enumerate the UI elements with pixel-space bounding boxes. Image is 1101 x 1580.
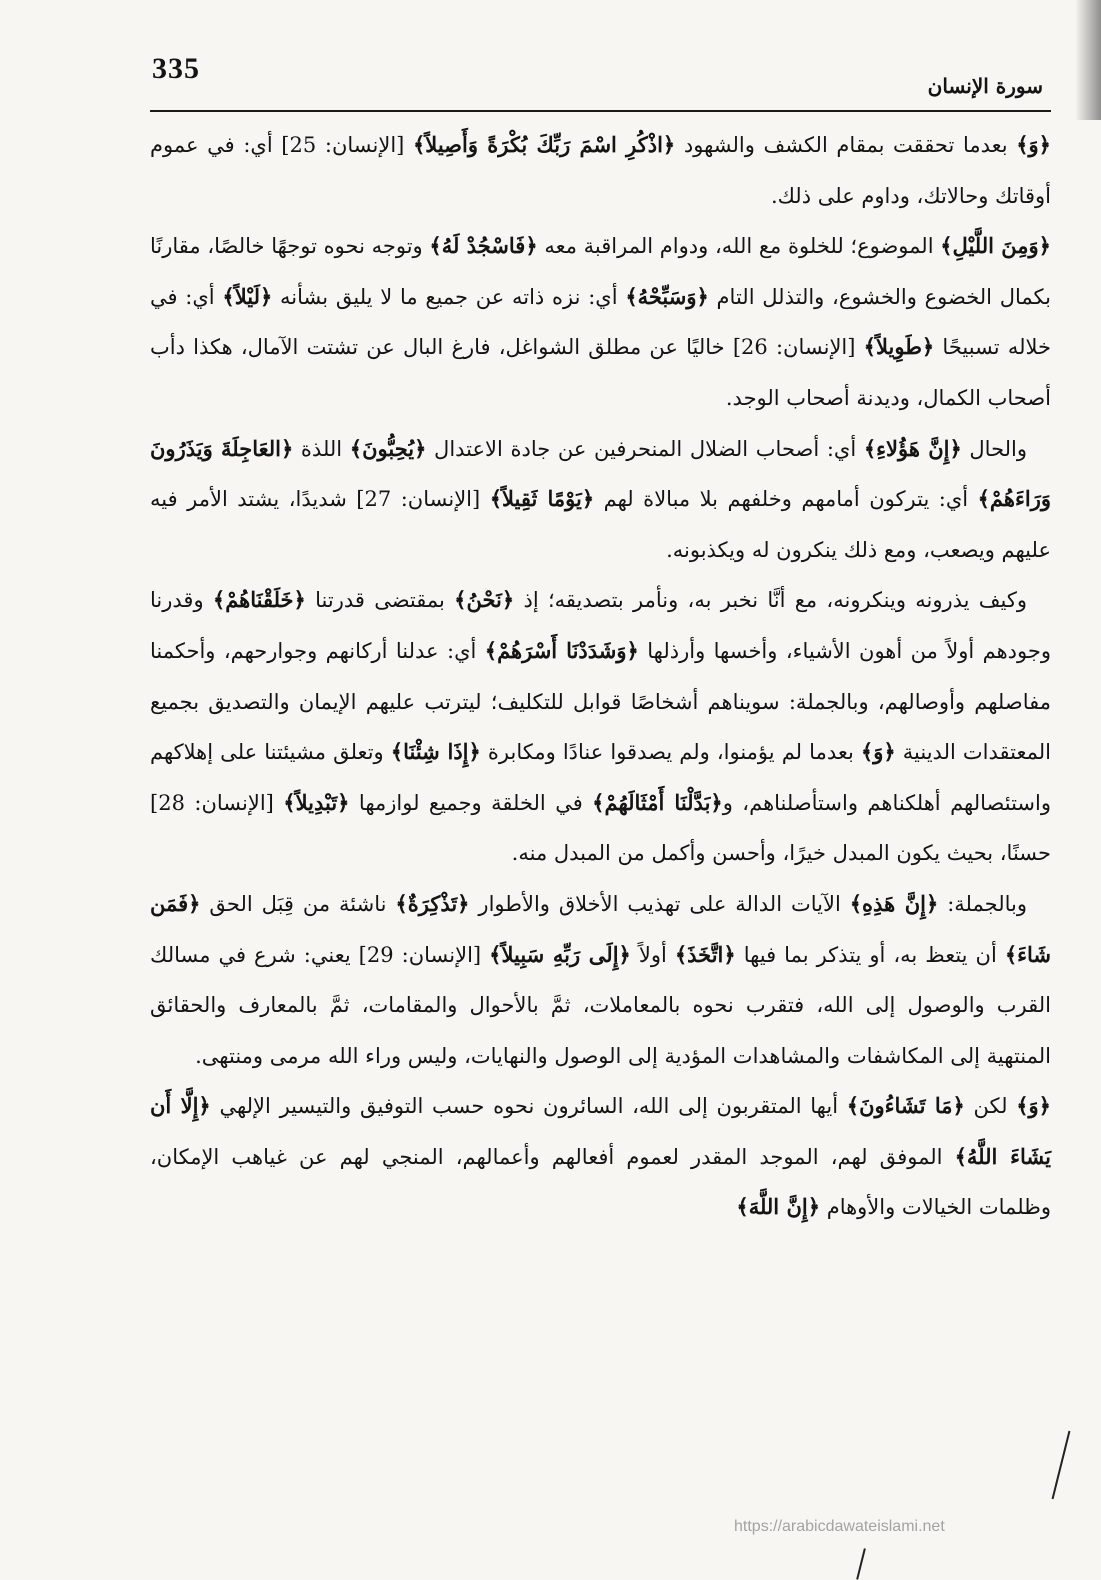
paragraph bbox=[150, 879, 1051, 1081]
quran-quote: ﴿فَمَن شَاءَ﴾ bbox=[150, 890, 1051, 967]
commentary-text: بعدما لم يؤمنوا، ولم يصدقوا عنادًا ومكابرة bbox=[480, 740, 861, 765]
quran-quote: ﴿العَاجِلَةَ وَيَذَرُونَ وَرَاءَهُمْ﴾ bbox=[150, 435, 1051, 512]
quran-quote: ﴿لَيْلاً﴾ bbox=[222, 283, 273, 309]
scan-edge-shadow bbox=[1075, 0, 1101, 120]
quran-quote: ﴿وَ﴾ bbox=[1016, 132, 1051, 157]
paragraph bbox=[150, 1081, 1051, 1233]
commentary-text: أولاً bbox=[630, 942, 675, 967]
quran-quote: ﴿خَلَقْنَاهُمْ﴾ bbox=[212, 587, 306, 613]
commentary-text: [الإنسان: 26] خاليًا عن مطلق الشواغل، فارغ البال عن تشتت الآمال، هكذا دأب أصحاب الكمال، وديدنة أصحاب الوجد. bbox=[150, 335, 1051, 410]
commentary-text: بعدما تحققت بمقام الكشف والشهود bbox=[675, 133, 1017, 157]
commentary-text: أي: أصحاب الضلال المنحرفين عن جادة الاعتدال bbox=[426, 436, 864, 461]
quran-quote: ﴿إِلَّا أَن يَشَاءَ اللَّهُ﴾ bbox=[150, 1093, 1051, 1169]
quran-quote: ﴿وَسَبِّحْهُ﴾ bbox=[625, 283, 709, 309]
paragraph bbox=[150, 575, 1051, 879]
commentary-text: في الخلقة وجميع لوازمها bbox=[349, 790, 593, 815]
paragraph bbox=[150, 120, 1051, 221]
commentary-text: اللذة bbox=[293, 436, 350, 461]
quran-quote: ﴿فَاسْجُدْ لَهُ﴾ bbox=[429, 233, 538, 259]
quran-quote: ﴿يَوْمًا ثَقِيلاً﴾ bbox=[489, 486, 595, 512]
surah-title: سورة الإنسان bbox=[927, 74, 1043, 98]
commentary-text: أي: نزه ذاته عن جميع ما لا يليق بشأنه bbox=[272, 284, 626, 309]
commentary-text: أي: في خلاله تسبيحًا bbox=[150, 284, 1051, 360]
commentary-text: بمقتضى قدرتنا bbox=[305, 588, 455, 613]
quran-quote: ﴿إِنَّ هَذِهِ﴾ bbox=[849, 890, 939, 916]
commentary-text: وقدرنا وجودهم أولاً من أهون الأشياء، وأخسها وأرذلها bbox=[150, 588, 1051, 663]
commentary-text: [الإنسان: 25] أي: في عموم أوقاتك وحالاتك، وداوم على ذلك. bbox=[150, 133, 1051, 208]
commentary-text: وتوجه نحوه توجهًا خالصًا، مقارنًا بكمال الخضوع والخشوع، والتذلل التام bbox=[150, 234, 1051, 309]
commentary-text: لكن bbox=[964, 1094, 1017, 1119]
commentary-text: وتعلق مشيئتنا على إهلاكهم واستئصالهم أهلكناهم واستأصلناهم، و bbox=[150, 740, 1051, 815]
quran-quote: ﴿إِنَّ هَؤُلاءِ﴾ bbox=[863, 435, 962, 461]
quran-quote: ﴿يُحِبُّونَ﴾ bbox=[349, 435, 427, 461]
page-number: 335 bbox=[152, 52, 200, 85]
commentary-text: الآيات الدالة على تهذيب الأخلاق والأطوار bbox=[469, 891, 850, 916]
paragraph bbox=[150, 221, 1051, 423]
commentary-text: [الإنسان: 28] حسنًا، بحيث يكون المبدل خيرًا، وأحسن وأكمل من المبدل منه. bbox=[150, 790, 1051, 866]
commentary-text: أن يتعظ به، أو يتذكر بما فيها bbox=[735, 942, 1005, 967]
quran-quote: ﴿إِلَى رَبِّهِ سَبِيلاً﴾ bbox=[489, 941, 631, 967]
commentary-text: الموفق لهم، الموجد المقدر لعموم أفعالهم وأعمالهم، المنجي لهم عن غياهب الإمكان، وظلمات الخيالات والأوهام bbox=[150, 1144, 1051, 1220]
commentary-body bbox=[150, 120, 1051, 1233]
quran-quote: ﴿اتَّخَذَ﴾ bbox=[674, 941, 736, 967]
quran-quote: ﴿تَذْكِرَةٌ﴾ bbox=[395, 890, 470, 916]
header-divider bbox=[150, 110, 1051, 112]
quran-quote: ﴿مَا تَشَاءُونَ﴾ bbox=[846, 1093, 965, 1119]
scan-mark bbox=[856, 1548, 866, 1580]
quran-quote: ﴿وَشَدَدْنَا أَسْرَهُمْ﴾ bbox=[484, 637, 639, 663]
commentary-text: الموضوع؛ للخلوة مع الله، ودوام المراقبة معه bbox=[537, 234, 941, 259]
quran-quote: ﴿نَحْنُ﴾ bbox=[454, 587, 515, 613]
quran-quote: ﴿وَ﴾ bbox=[1016, 1093, 1051, 1119]
commentary-text: وبالجملة: bbox=[938, 891, 1027, 916]
quran-quote: ﴿إِنَّ اللَّهَ﴾ bbox=[736, 1194, 821, 1220]
quran-quote: ﴿وَمِنَ اللَّيْلِ﴾ bbox=[940, 233, 1051, 259]
quran-quote: ﴿وَ﴾ bbox=[860, 739, 896, 765]
quran-quote: ﴿طَوِيلاً﴾ bbox=[863, 334, 935, 360]
commentary-text: والحال bbox=[961, 436, 1028, 461]
quran-quote: ﴿بَدَّلْنَا أَمْثَالَهُمْ﴾ bbox=[592, 789, 723, 815]
scan-mark bbox=[1052, 1431, 1071, 1499]
paragraph bbox=[150, 424, 1051, 576]
commentary-text: ناشئة من قِبَل الحق bbox=[200, 891, 396, 916]
quran-quote: ﴿اذْكُرِ اسْمَ رَبِّكَ بُكْرَةً وَأَصِيلاً﴾ bbox=[412, 132, 676, 157]
watermark-url: https://arabicdawateislami.net bbox=[734, 1518, 945, 1535]
commentary-text: أيها المتقربون إلى الله، السائرون نحوه حسب التوفيق والتيسير الإلهي bbox=[210, 1094, 847, 1119]
commentary-text: [الإنسان: 29] يعني: شرع في مسالك القرب والوصول إلى الله، فتقرب نحوه بالمعاملات، ثمَّ بالأحوال والمقامات، ثمَّ بالمعارف والحقائق المنتهية إلى المكاشفات والمشاهدات المؤدية إلى الوصول والنهايات، وليس وراء الله مرمى ومنتهى. bbox=[150, 942, 1051, 1068]
quran-quote: ﴿إِذَا شِئْنَا﴾ bbox=[390, 739, 481, 765]
commentary-text: أي: عدلنا أركانهم وجوارحهم، وأحكمنا مفاصلهم وأوصالهم، وبالجملة: سويناهم أشخاصًا قوابل للتكليف؛ ليترتب عليهم الإيمان والتصديق بجميع المعتقدات الدينية bbox=[150, 638, 1052, 765]
commentary-text: أي: يتركون أمامهم وخلفهم بلا مبالاة لهم bbox=[594, 487, 978, 512]
commentary-text: [الإنسان: 27] شديدًا، يشتد الأمر فيه عليهم ويصعب، ومع ذلك ينكرون له ويكذبونه. bbox=[150, 487, 1051, 562]
commentary-text: وكيف يذرونه وينكرونه، مع أنَّا نخبر به، ونأمر بتصديقه؛ إذ bbox=[514, 588, 1028, 613]
quran-quote: ﴿تَبْدِيلاً﴾ bbox=[283, 789, 350, 815]
